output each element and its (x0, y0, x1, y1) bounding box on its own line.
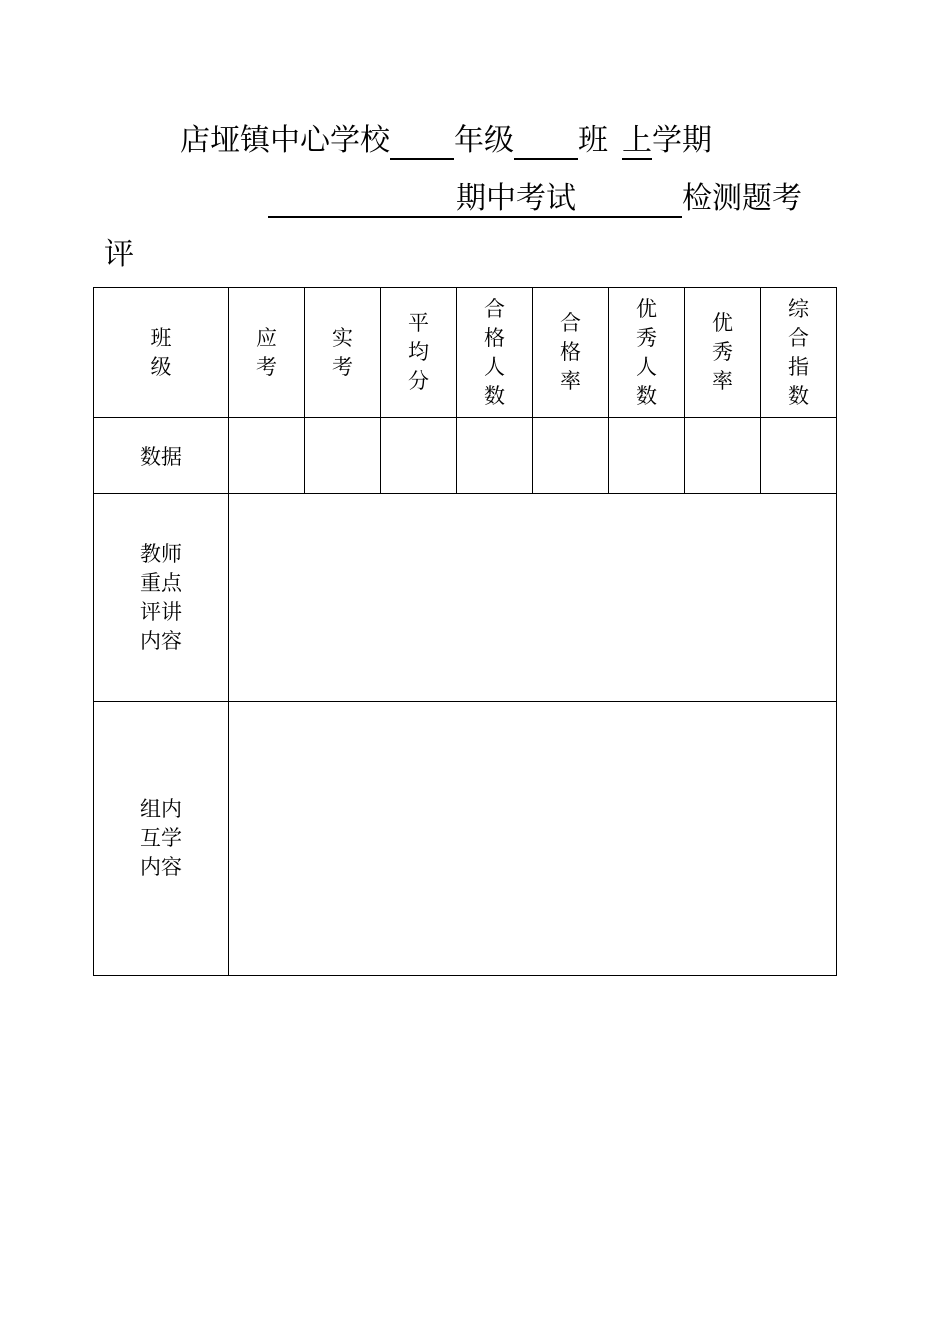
term-label: 学期 (652, 123, 712, 158)
data-cell[interactable] (533, 418, 609, 494)
data-cell[interactable] (381, 418, 457, 494)
grade-label: 年级 (454, 123, 514, 158)
title-line-3 (104, 238, 134, 282)
teacher-content-cell[interactable] (229, 494, 837, 702)
teacher-row (94, 494, 837, 702)
data-cell[interactable] (229, 418, 305, 494)
class-blank[interactable] (514, 124, 578, 160)
header-row (94, 288, 837, 418)
header-col-5: 合格率 (533, 288, 609, 418)
header-col-3: 平均分 (381, 288, 457, 418)
title-line-1 (180, 124, 712, 168)
data-cell[interactable] (609, 418, 685, 494)
data-cell[interactable] (761, 418, 837, 494)
header-col-2: 实考 (305, 288, 381, 418)
data-cell[interactable] (305, 418, 381, 494)
data-row (94, 418, 837, 494)
title-line-2 (268, 182, 802, 226)
header-col-4: 合格人数 (457, 288, 533, 418)
data-cell[interactable] (685, 418, 761, 494)
spacer (608, 124, 622, 158)
header-col-7: 优秀率 (685, 288, 761, 418)
exam-name: 期中考试 (456, 181, 576, 216)
title-wrap: 评 (104, 237, 134, 272)
exam-analysis-table (93, 287, 837, 976)
exam-blank[interactable] (576, 182, 682, 218)
data-cell[interactable] (457, 418, 533, 494)
group-label: 组内互学内容 (94, 702, 229, 976)
header-col-8: 综合指数 (761, 288, 837, 418)
group-row (94, 702, 837, 976)
group-content-cell[interactable] (229, 702, 837, 976)
title-suffix: 检测题考 (682, 181, 802, 216)
school-name: 店垭镇中心学校 (180, 123, 390, 158)
header-col-1: 应考 (229, 288, 305, 418)
class-label: 班 (578, 123, 608, 158)
data-label: 数据 (94, 418, 229, 494)
header-class: 班级 (94, 288, 229, 418)
subject-blank[interactable] (268, 182, 456, 218)
header-col-6: 优秀人数 (609, 288, 685, 418)
grade-blank[interactable] (390, 124, 454, 160)
term-mark: 上 (622, 123, 652, 158)
teacher-label: 教师重点评讲内容 (94, 494, 229, 702)
